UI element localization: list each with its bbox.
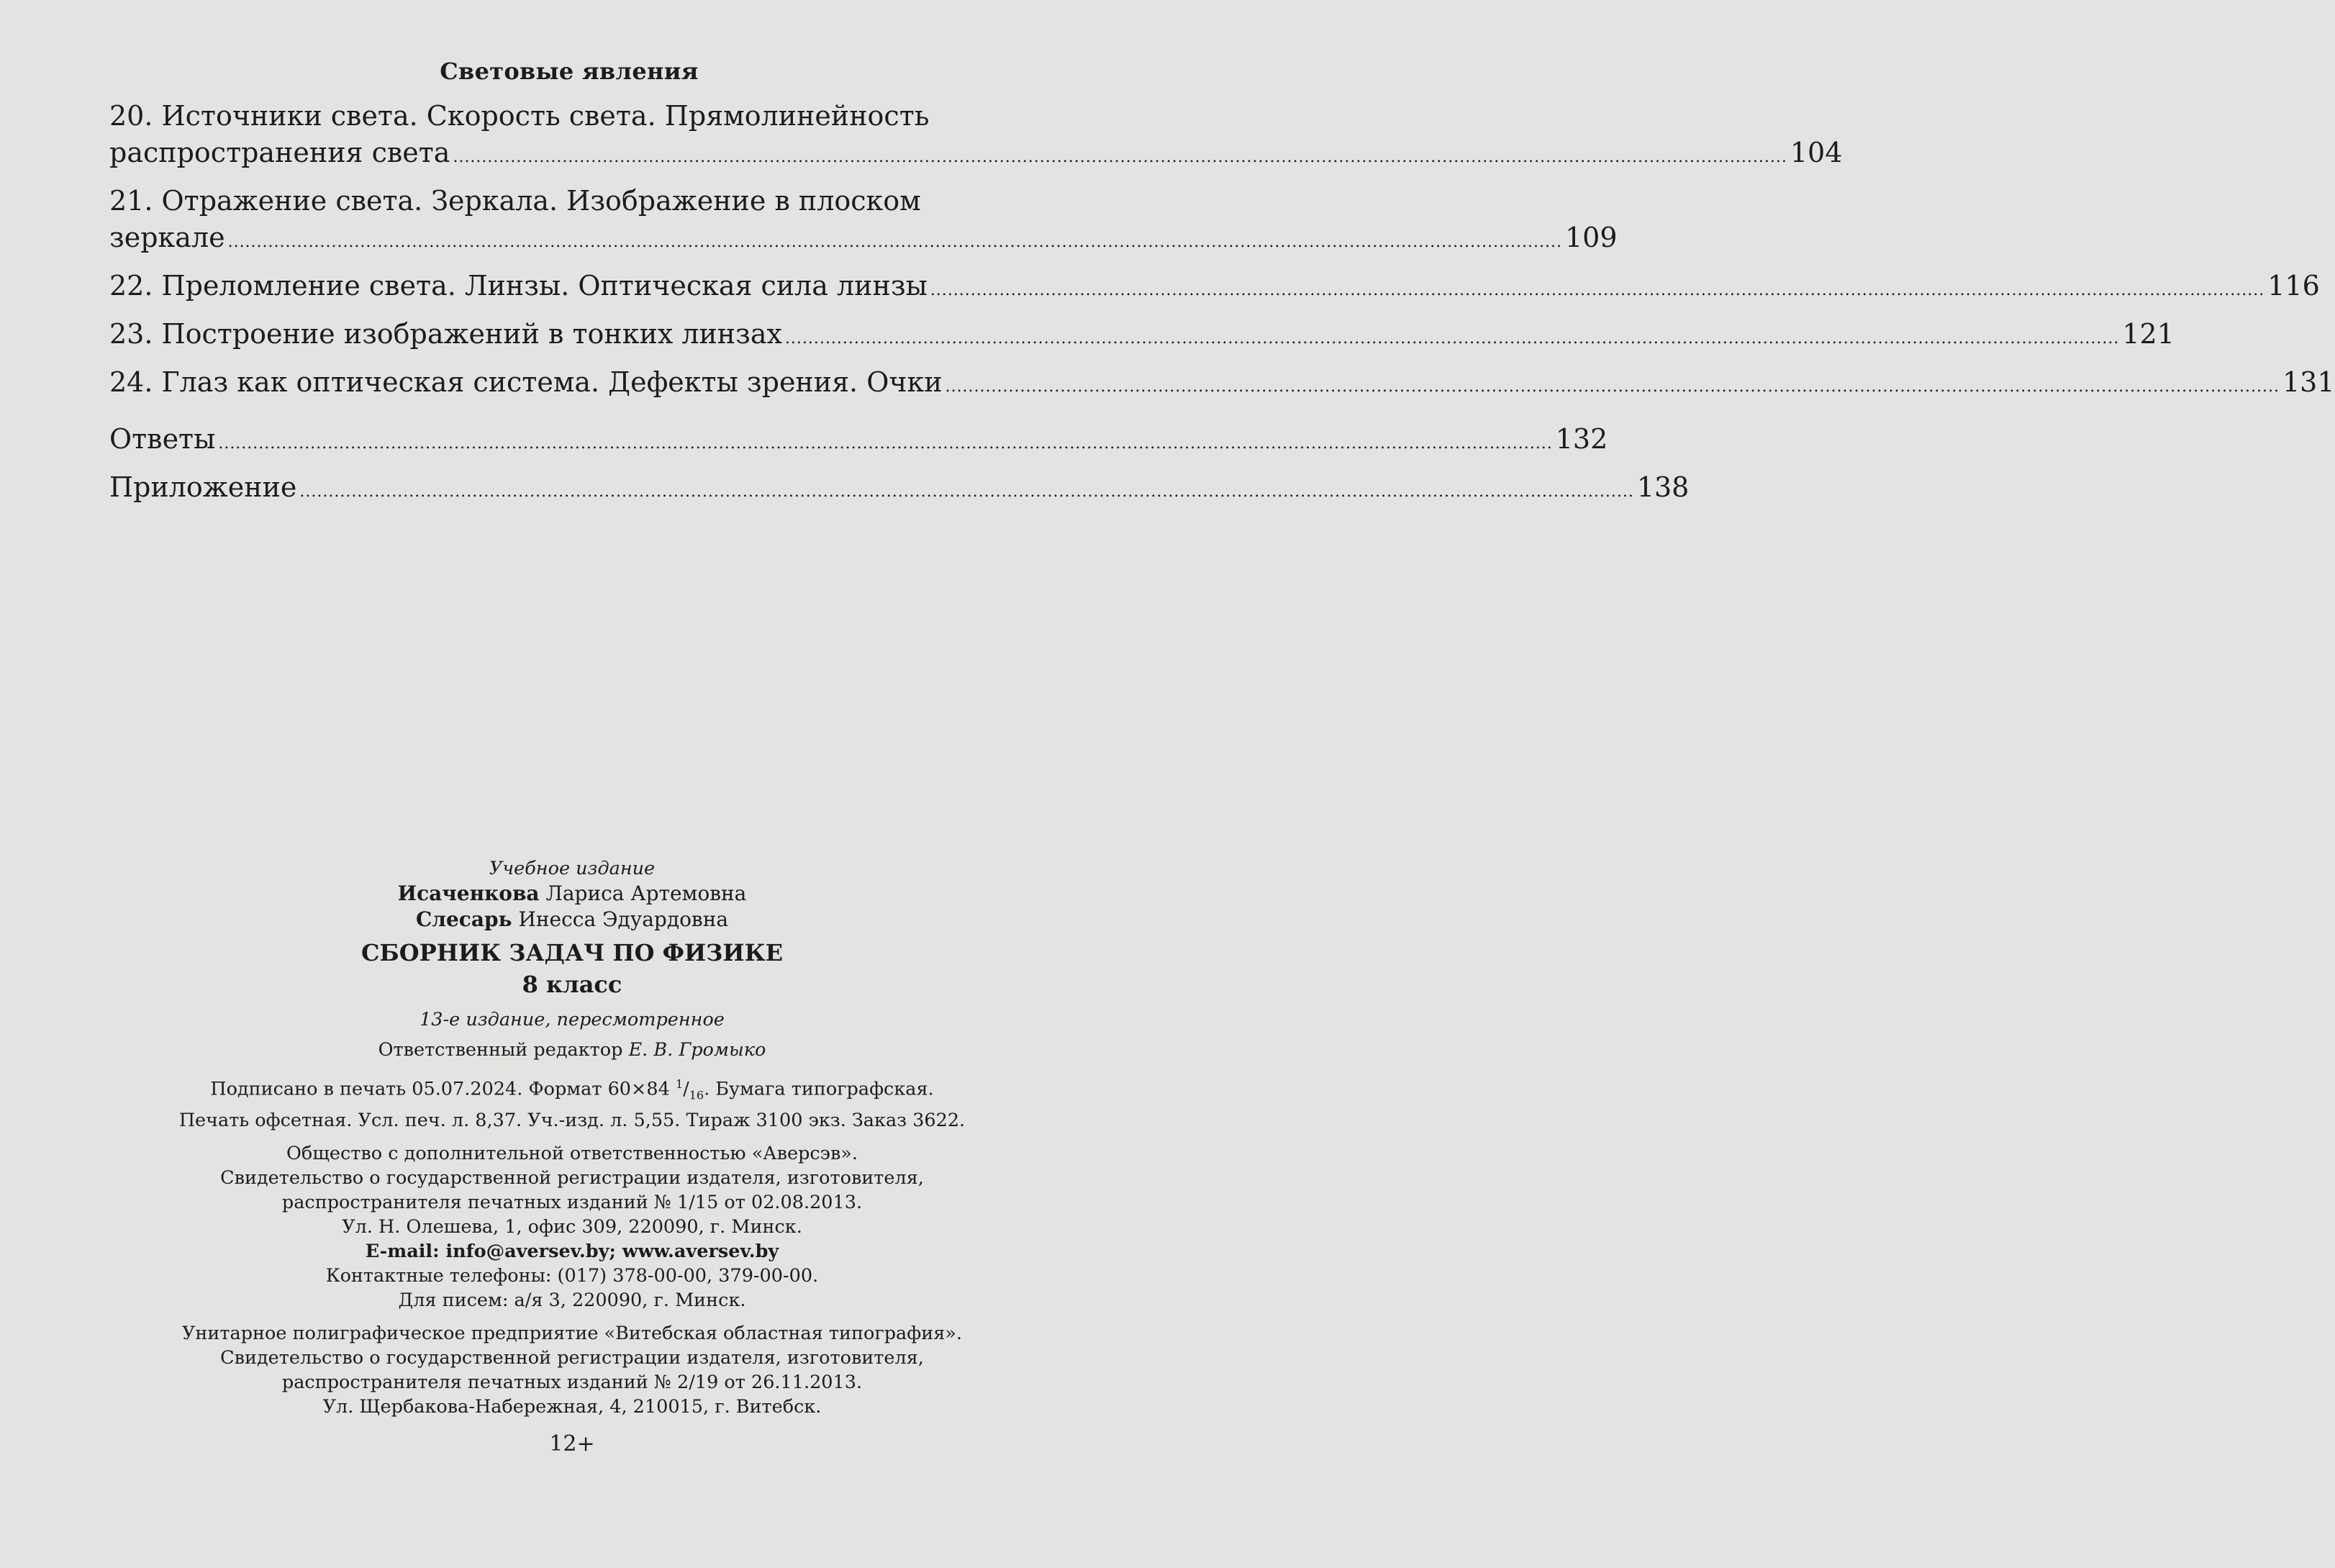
signed-line: Подписано в печать 05.07.2024. Формат 60×84 $^1/_{16}$. Бумага типографская. [210,1077,934,1102]
dot-leader: ........................................................................................................................................................................................................................................ [218,435,1553,453]
publisher-mail: Для писем: а/я 3, 220090, г. Минск. [398,1289,746,1311]
toc-entry-23 [109,316,2175,357]
toc-entry-21 [109,183,1618,260]
edition-info: 13-е издание, пересмотренное [420,1009,725,1030]
toc-entry-text: 24. Глаз как оптическая система. Дефекты зрения. Очки [109,366,943,398]
publisher-info [130,1141,1015,1313]
editor-label: Ответственный редактор [378,1039,623,1061]
imprint [130,856,1015,1456]
table-of-contents [109,50,2335,510]
signed-text-end: . Бумага типографская. [704,1078,934,1100]
dot-leader: ........................................................................................................................................................................................................................................ [945,378,2280,396]
toc-entry-24 [109,364,2335,405]
printer-line: Унитарное полиграфическое предприятие «Витебская областная типография». [182,1322,962,1344]
publisher-email: E-mail: info@aversev.by; www.aversev.by [365,1240,779,1262]
toc-entry-text: 23. Построение изображений в тонких линзах [109,318,782,350]
dot-leader: ........................................................................................................................................................................................................................................ [784,330,2120,348]
toc-entry-text: Приложение [109,471,297,503]
dot-leader: ........................................................................................................................................................................................................................................ [299,483,1634,501]
author-2 [130,907,1015,933]
dot-leader: ........................................................................................................................................................................................................................................ [453,148,1787,166]
toc-page-number: 121 [2122,318,2175,350]
dot-leader: ........................................................................................................................................................................................................................................ [930,281,2265,299]
toc-entry-text: 22. Преломление света. Линзы. Оптическая сила линзы [109,270,928,302]
toc-page-number: 104 [1790,137,1843,168]
toc-entry-answers [109,421,1608,462]
toc-page-number: 138 [1636,471,1690,503]
toc-entry-20 [109,98,1843,176]
toc-page-number: 131 [2282,366,2335,398]
book-title: СБОРНИК ЗАДАЧ ПО ФИЗИКЕ [361,939,784,966]
book-grade: 8 класс [522,971,622,998]
print-info [130,1072,1015,1133]
author-given-name: Инесса Эдуардовна [518,907,729,931]
signed-text: Подписано в печать 05.07.2024. Формат 60×84 [210,1078,670,1100]
print-line: Печать офсетная. Усл. печ. л. 8,37. Уч.-изд. л. 5,55. Тираж 3100 экз. Заказ 3622. [178,1109,966,1131]
age-rating: 12+ [549,1431,595,1456]
publisher-line: Ул. Н. Олешева, 1, офис 309, 220090, г. Минск. [342,1215,802,1238]
format-numerator: 1 [675,1077,684,1091]
dot-leader: ........................................................................................................................................................................................................................................ [227,233,1562,251]
toc-entry-text: распространения света [109,137,450,168]
printer-line: Ул. Щербакова-Набережная, 4, 210015, г. Витебск. [322,1395,822,1418]
toc-page-number: 132 [1555,423,1608,455]
toc-entry-text: зеркале [109,222,225,253]
section-title: Световые явления [440,58,699,85]
editor-line [130,1038,1015,1062]
publisher-line: распространителя печатных изданий № 1/15 от 02.08.2013. [281,1191,863,1213]
author-given-name: Лариса Артемовна [545,882,747,905]
printer-info [130,1321,1015,1419]
edition-type: Учебное издание [489,858,656,879]
toc-entry-22 [109,268,2320,309]
author-surname: Слесарь [415,907,512,931]
printer-line: Свидетельство о государственной регистрации издателя, изготовителя, [220,1346,924,1369]
toc-entry-appendix [109,469,1690,510]
toc-entry-text: Ответы [109,423,216,455]
toc-entry-text: 20. Источники света. Скорость света. Прямолинейность [109,100,930,132]
printer-line: распространителя печатных изданий № 2/19 от 26.11.2013. [281,1371,863,1393]
publisher-line: Свидетельство о государственной регистрации издателя, изготовителя, [220,1166,924,1189]
editor-name: Е. В. Громыко [628,1039,766,1061]
author-surname: Исаченкова [397,882,540,905]
author-1 [130,881,1015,907]
publisher-line: Общество с дополнительной ответственностью «Аверсэв». [286,1142,858,1164]
publisher-phones: Контактные телефоны: (017) 378-00-00, 379-00-00. [325,1264,819,1287]
toc-entry-text: 21. Отражение света. Зеркала. Изображение в плоском [109,185,921,217]
format-denominator: 16 [689,1088,704,1102]
toc-page-number: 109 [1565,222,1618,253]
toc-page-number: 116 [2267,270,2320,302]
